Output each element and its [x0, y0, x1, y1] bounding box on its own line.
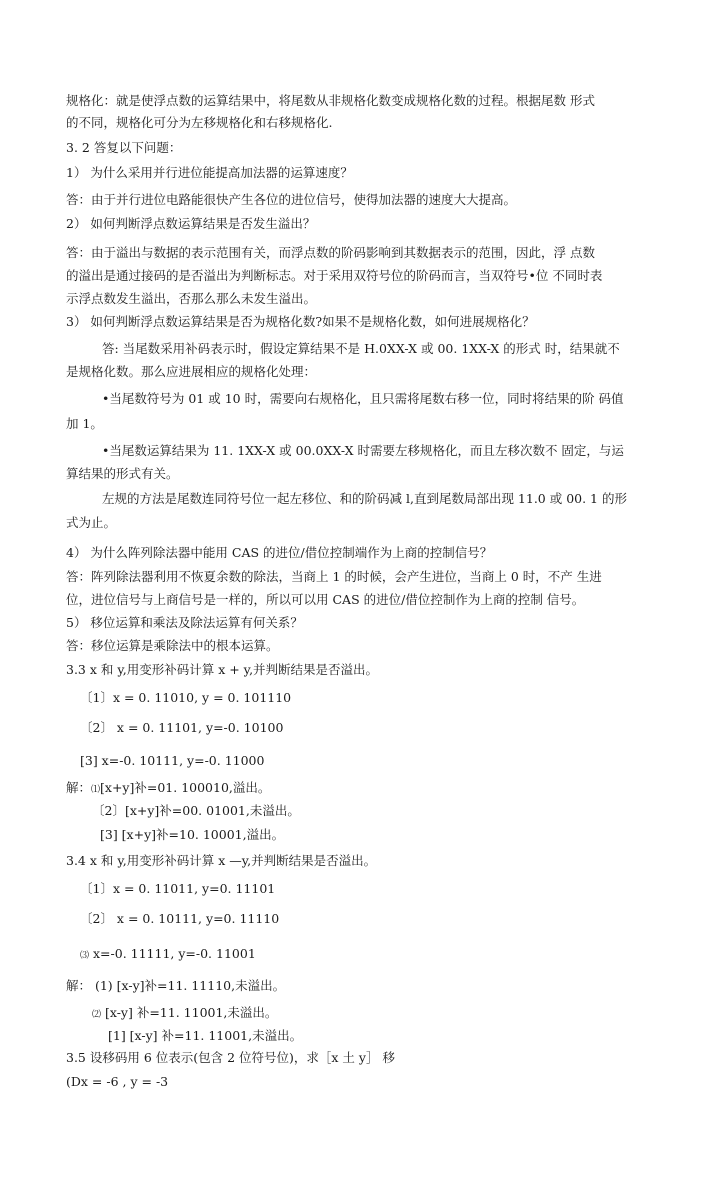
answer-line: 的溢出是通过接码的是否溢出为判断标志。对于采用双符号位的阶码而言，当双符号•位 不同时表 — [66, 268, 603, 283]
bullet-line: 算结果的形式有关。 — [66, 466, 179, 481]
solution-line — [92, 1005, 277, 1023]
bullet-line: •当尾数符号为 01 或 10 时，需要向右规格化，且只需将尾数右移一位，同时将结果的阶 码值 — [102, 391, 624, 406]
item-marker: ⑶ — [80, 951, 90, 961]
answer-line: 答：由于并行进位电路能很快产生各位的进位信号，使得加法器的速度大大提高。 — [66, 192, 517, 207]
solution-line: [1] [x-y] 补=11. 11001,未溢出。 — [108, 1028, 303, 1043]
problem-line — [80, 946, 256, 964]
answer-line: 答：由于溢出与数据的表示范围有关，而浮点数的阶码影响到其数据表示的范围，因此，浮 点数 — [66, 245, 595, 260]
section-heading: 3.3 x 和 y,用变形补码计算 x + y,并判断结果是否溢出。 — [66, 662, 379, 677]
item-marker: ⑵ — [92, 1010, 102, 1020]
paragraph-line: 左规的方法是尾数连同符号位一起左移位、和的阶码减 l,直到尾数局部出现 11.0 或 00. 1 的形 — [102, 491, 627, 506]
problem-line: 〔1〕x = 0. 11011, y=0. 11101 — [80, 881, 276, 896]
solution-line: 解： (1) [x-y]补=11. 11110,未溢出。 — [66, 978, 286, 993]
answer-line: 答：阵列除法器利用不恢夏余数的除法，当商上 1 的时候，会产生进位，当商上 0 时，不产 生进 — [66, 569, 602, 584]
problem-text: x=-0. 11111, y=-0. 11001 — [89, 946, 256, 961]
solution-label: 解： — [66, 780, 92, 795]
solution-text: [x+y]补=01. 100010,溢出。 — [100, 780, 271, 795]
solution-line — [66, 780, 270, 798]
bullet-line: •当尾数运算结果为 11. 1XX-X 或 00.0XX-X 时需要左移规格化，而且左移次数不 固定，与运 — [102, 443, 624, 458]
paragraph-line: 式为止。 — [66, 515, 117, 530]
question-line: 2） 如何判断浮点数运算结果是否发生溢出？ — [66, 216, 316, 231]
paragraph-line: 的不同，规格化可分为左移规格化和右移规格化. — [66, 115, 333, 130]
section-heading: 3.5 设移码用 6 位表示(包含 2 位符号位)，求［x 土 y］ 移 — [66, 1050, 395, 1065]
answer-line: 答: 当尾数采用补码表示时，假设定算结果不是 H.0XX-X 或 00. 1XX-X 的形式 时，结果就不 — [102, 341, 620, 356]
answer-line: 示浮点数发生溢出，否那么那么未发生溢出。 — [66, 291, 317, 306]
item-marker: ⑴ — [91, 785, 101, 795]
question-line: 3） 如何判断浮点数运算结果是否为规格化数?如果不是规格化数，如何进展规格化？ — [66, 314, 535, 329]
problem-line: 〔2〕 x = 0. 10111, y=0. 11110 — [80, 911, 280, 926]
paragraph-line: 规格化：就是使浮点数的运算结果中，将尾数从非规格化数变成规格化数的过程。根据尾数 形式 — [66, 93, 595, 108]
answer-line: 位，进位信号与上商信号是一样的，所以可以用 CAS 的进位/借位控制作为上商的控制 信号。 — [66, 592, 585, 607]
answer-line: 答：移位运算是乘除法中的根本运算。 — [66, 638, 279, 653]
answer-line: 是规格化数。那么应进展相应的规格化处理： — [66, 364, 317, 379]
bullet-line: 加 1。 — [66, 416, 103, 431]
question-line: 4） 为什么阵列除法器中能用 CAS 的进位/借位控制端作为上商的控制信号？ — [66, 545, 493, 560]
problem-line: 〔1〕x = 0. 11010, y = 0. 101110 — [80, 690, 292, 705]
problem-line: [3] x=-0. 10111, y=-0. 11000 — [80, 753, 265, 768]
solution-line: 〔2〕[x+y]补=00. 01001,未溢出。 — [92, 803, 300, 818]
solution-text: [x-y] 补=11. 11001,未溢出。 — [101, 1005, 278, 1020]
solution-line: [3] [x+y]补=10. 10001,溢出。 — [100, 827, 285, 842]
section-heading: 3. 2 答复以下问题： — [66, 140, 182, 155]
question-line: 1） 为什么采用并行进位能提高加法器的运算速度？ — [66, 165, 353, 180]
problem-line: 〔2〕 x = 0. 11101, y=-0. 10100 — [80, 720, 284, 735]
problem-line: (Dx = -6 , y = -3 — [66, 1074, 169, 1089]
section-heading: 3.4 x 和 y,用变形补码计算 x —y,并判断结果是否溢出。 — [66, 853, 377, 868]
question-line: 5） 移位运算和乘法及除法运算有何关系？ — [66, 615, 303, 630]
